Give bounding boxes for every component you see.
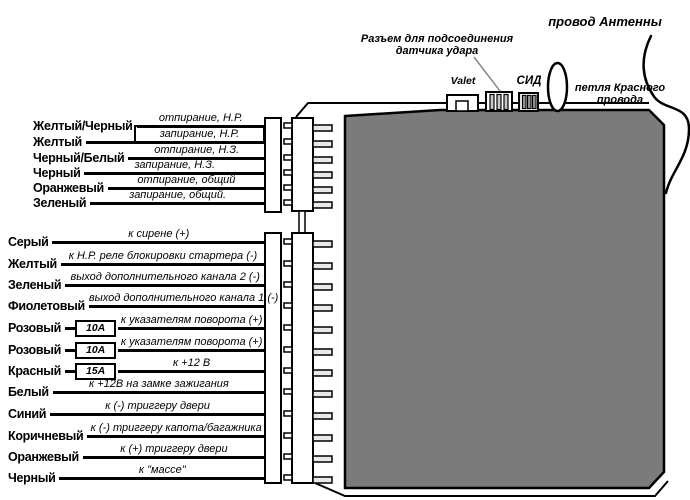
wire-color-label: Желтый/Черный xyxy=(33,119,133,133)
wire-line xyxy=(59,477,265,480)
wire-annotation: к сирене (+) xyxy=(128,228,190,240)
wire-line-area xyxy=(59,452,265,480)
fuse-box: 10A xyxy=(75,342,116,359)
wire-annotation: к Н.Р. реле блокировки стартера (-) xyxy=(68,250,258,262)
wire-color-label: Розовый xyxy=(8,343,61,357)
valet-label: Valet xyxy=(450,75,476,87)
wire-color-label: Синий xyxy=(8,407,47,421)
wire-annotation: отпирание, общий xyxy=(137,174,236,186)
wire-color-label: Белый xyxy=(8,385,49,399)
antenna-wire-label: провод Антенны xyxy=(548,14,662,29)
wire-annotation: запирание, общий. xyxy=(129,189,227,201)
wire-color-label: Черный xyxy=(33,166,81,180)
fuse-box: 15A xyxy=(75,363,116,380)
wire-line xyxy=(90,202,265,205)
wire-color-label: Желтый xyxy=(8,257,57,271)
wire-annotation: к (+) триггеру двери xyxy=(120,443,228,455)
wire-annotation: к указателям поворота (+) xyxy=(120,336,263,348)
wire-annotation: к "массе" xyxy=(138,464,186,476)
wire-annotation: отпирание, Н.З. xyxy=(154,144,240,156)
wire-annotation: к +12 В xyxy=(172,357,211,369)
wire-row-lower-11 xyxy=(8,452,265,485)
wire-color-label: Черный/Белый xyxy=(33,151,125,165)
wire-annotation: к (-) триггеру двери xyxy=(105,400,210,412)
wire-color-label: Зеленый xyxy=(8,278,62,292)
wire-color-label: Оранжевый xyxy=(8,450,79,464)
fuse-box: 10A xyxy=(75,320,116,337)
wire-color-label: Желтый xyxy=(33,135,82,149)
red-wire-loop-label xyxy=(570,82,670,106)
wire-annotation: к указателям поворота (+) xyxy=(120,314,263,326)
wire-annotation: выход дополнительного канала 2 (-) xyxy=(70,271,260,283)
shock-sensor-label xyxy=(352,33,522,57)
wire-line-area xyxy=(90,177,265,205)
wire-annotation: запирание, Н.Р. xyxy=(159,128,240,140)
shock-sensor-label-line1: Разъем для подсоединения xyxy=(360,33,514,45)
wire-annotation: выход дополнительного канала 1 (-) xyxy=(88,292,279,304)
red-wire-loop-label-line1: петля Красного xyxy=(574,82,666,94)
wire-color-label: Серый xyxy=(8,235,49,249)
wire-annotation: к (-) триггеру капота/багажника xyxy=(90,422,262,434)
wire-color-label: Коричневый xyxy=(8,429,84,443)
wire-color-label: Оранжевый xyxy=(33,181,104,195)
wire-color-label: Фиолетовый xyxy=(8,299,85,313)
wire-annotation: запирание, Н.З. xyxy=(134,159,216,171)
shock-sensor-label-line2: датчика удара xyxy=(395,45,479,58)
red-wire-loop-label-line2: провода xyxy=(596,94,644,107)
wire-color-label: Красный xyxy=(8,364,61,378)
wire-color-label: Зеленый xyxy=(33,196,87,210)
wire-annotation: отпирание, Н.Р. xyxy=(158,112,243,124)
wire-color-label: Розовый xyxy=(8,321,61,335)
wire-row-upper-5 xyxy=(33,177,265,210)
wire-annotation: к +12В на замке зажигания xyxy=(88,378,229,390)
wire-color-label: Черный xyxy=(8,471,56,485)
led-label: СИД xyxy=(516,75,542,87)
